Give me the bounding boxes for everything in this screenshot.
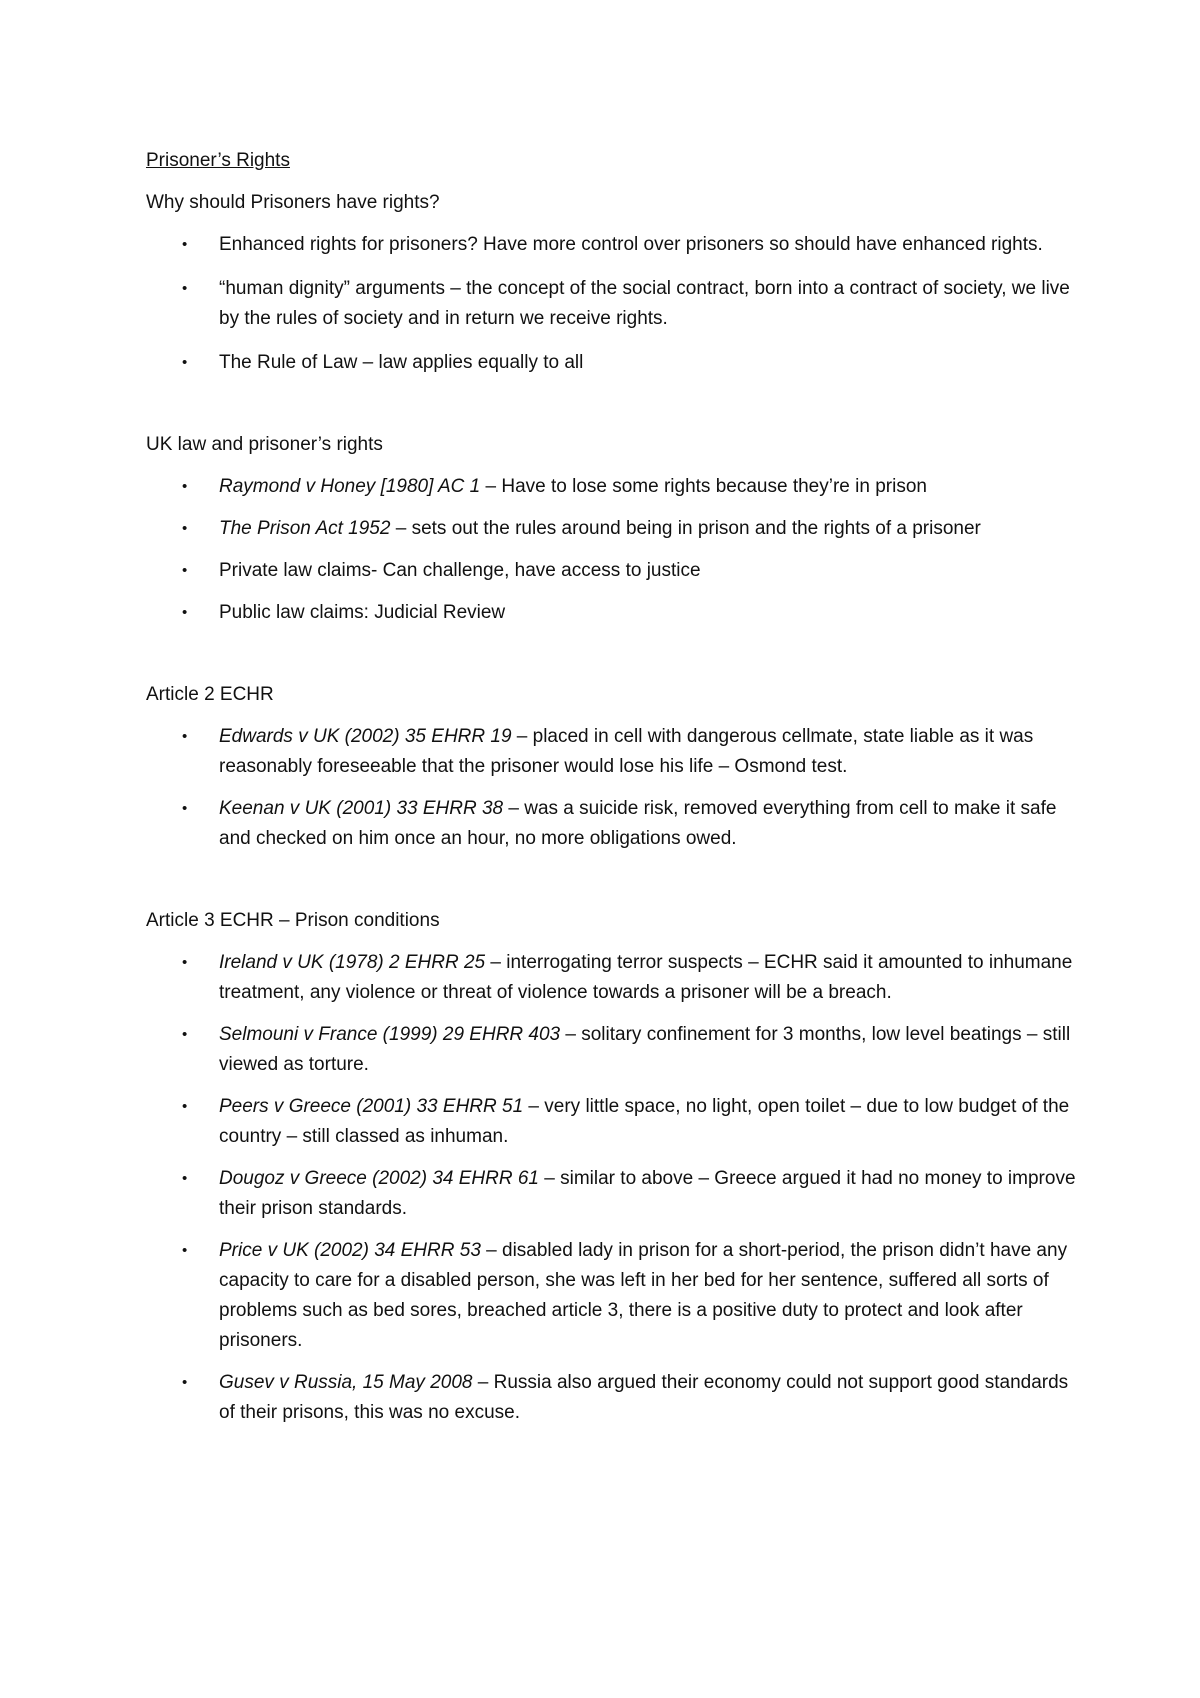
case-citation: Selmouni v France (1999) 29 EHRR 403 bbox=[219, 1024, 561, 1045]
bullet-icon: • bbox=[182, 562, 188, 579]
intro-question: Why should Prisoners have rights? bbox=[146, 192, 440, 213]
list-item bbox=[146, 348, 1076, 378]
list-item bbox=[146, 794, 1076, 854]
list-item-text: – disabled lady in prison for a short-period, the prison didn’t have any capacity to care for a disabled person, she was left in her bed for her sentence, suffered all sorts of problems such as bed sores, breached article 3, there is a positive duty to protect and look after prisoners. bbox=[219, 1240, 1068, 1351]
list-item bbox=[146, 274, 1076, 334]
section-bullet-list bbox=[146, 722, 1076, 854]
bullet-icon: • bbox=[182, 520, 188, 537]
list-item bbox=[146, 722, 1076, 782]
page-title: Prisoner’s Rights bbox=[146, 150, 290, 171]
list-item-text: “human dignity” arguments – the concept of the social contract, born into a contract of society, we live by the rules of society and in return we receive rights. bbox=[219, 278, 1070, 329]
list-item bbox=[146, 1236, 1076, 1356]
list-item bbox=[146, 1164, 1076, 1224]
list-item-text: Private law claims- Can challenge, have access to justice bbox=[219, 560, 701, 581]
case-citation: Price v UK (2002) 34 EHRR 53 bbox=[219, 1240, 481, 1261]
list-item-text: – very little space, no light, open toilet – due to low budget of the country – still classed as inhuman. bbox=[219, 1096, 1070, 1147]
section-heading: Article 3 ECHR – Prison conditions bbox=[146, 910, 440, 931]
list-item bbox=[146, 556, 1076, 586]
bullet-icon: • bbox=[182, 280, 188, 297]
section-heading: Article 2 ECHR bbox=[146, 684, 274, 705]
list-item-text: – interrogating terror suspects – ECHR said it amounted to inhumane treatment, any violence or threat of violence towards a prisoner will be a breach. bbox=[219, 952, 1073, 1003]
case-citation: Ireland v UK (1978) 2 EHRR 25 bbox=[219, 952, 486, 973]
bullet-icon: • bbox=[182, 800, 188, 817]
section-bullet-list bbox=[146, 948, 1076, 1428]
bullet-icon: • bbox=[182, 1026, 188, 1043]
bullet-icon: • bbox=[182, 1170, 188, 1187]
intro-bullet-list bbox=[146, 230, 1076, 378]
case-citation: Gusev v Russia, 15 May 2008 bbox=[219, 1372, 473, 1393]
list-item-text: – Have to lose some rights because they’re in prison bbox=[480, 476, 927, 497]
case-citation: Keenan v UK (2001) 33 EHRR 38 bbox=[219, 798, 504, 819]
list-item bbox=[146, 230, 1076, 260]
bullet-icon: • bbox=[182, 1374, 188, 1391]
case-citation: Raymond v Honey [1980] AC 1 bbox=[219, 476, 481, 497]
bullet-icon: • bbox=[182, 604, 188, 621]
list-item bbox=[146, 598, 1076, 628]
list-item-text: – sets out the rules around being in prison and the rights of a prisoner bbox=[390, 518, 981, 539]
list-item-text: – similar to above – Greece argued it had no money to improve their prison standards. bbox=[219, 1168, 1076, 1219]
list-item bbox=[146, 1092, 1076, 1152]
list-item bbox=[146, 472, 1076, 502]
document-body bbox=[146, 146, 1076, 1440]
section-heading: UK law and prisoner’s rights bbox=[146, 434, 383, 455]
list-item-text: – placed in cell with dangerous cellmate, state liable as it was reasonably foreseeable that the prisoner would lose his life – Osmond test. bbox=[219, 726, 1034, 777]
list-item bbox=[146, 514, 1076, 544]
list-item-text: The Rule of Law – law applies equally to all bbox=[219, 352, 584, 373]
sections-container bbox=[146, 430, 1076, 1428]
list-item bbox=[146, 1020, 1076, 1080]
list-item-text: Public law claims: Judicial Review bbox=[219, 602, 506, 623]
bullet-icon: • bbox=[182, 478, 188, 495]
bullet-icon: • bbox=[182, 1242, 188, 1259]
case-citation: The Prison Act 1952 bbox=[219, 518, 391, 539]
list-item bbox=[146, 948, 1076, 1008]
list-item-text: – was a suicide risk, removed everything from cell to make it safe and checked on him once an hour, no more obligations owed. bbox=[219, 798, 1057, 849]
list-item-text: – solitary confinement for 3 months, low level beatings – still viewed as torture. bbox=[219, 1024, 1071, 1075]
case-citation: Dougoz v Greece (2002) 34 EHRR 61 bbox=[219, 1168, 539, 1189]
case-citation: Peers v Greece (2001) 33 EHRR 51 bbox=[219, 1096, 524, 1117]
case-citation: Edwards v UK (2002) 35 EHRR 19 bbox=[219, 726, 512, 747]
bullet-icon: • bbox=[182, 354, 188, 371]
bullet-icon: • bbox=[182, 236, 188, 253]
list-item bbox=[146, 1368, 1076, 1428]
list-item-text: – Russia also argued their economy could not support good standards of their prisons, this was no excuse. bbox=[219, 1372, 1069, 1423]
bullet-icon: • bbox=[182, 728, 188, 745]
bullet-icon: • bbox=[182, 954, 188, 971]
list-item-text: Enhanced rights for prisoners? Have more control over prisoners so should have enhanced rights. bbox=[219, 234, 1043, 255]
section-bullet-list bbox=[146, 472, 1076, 628]
bullet-icon: • bbox=[182, 1098, 188, 1115]
